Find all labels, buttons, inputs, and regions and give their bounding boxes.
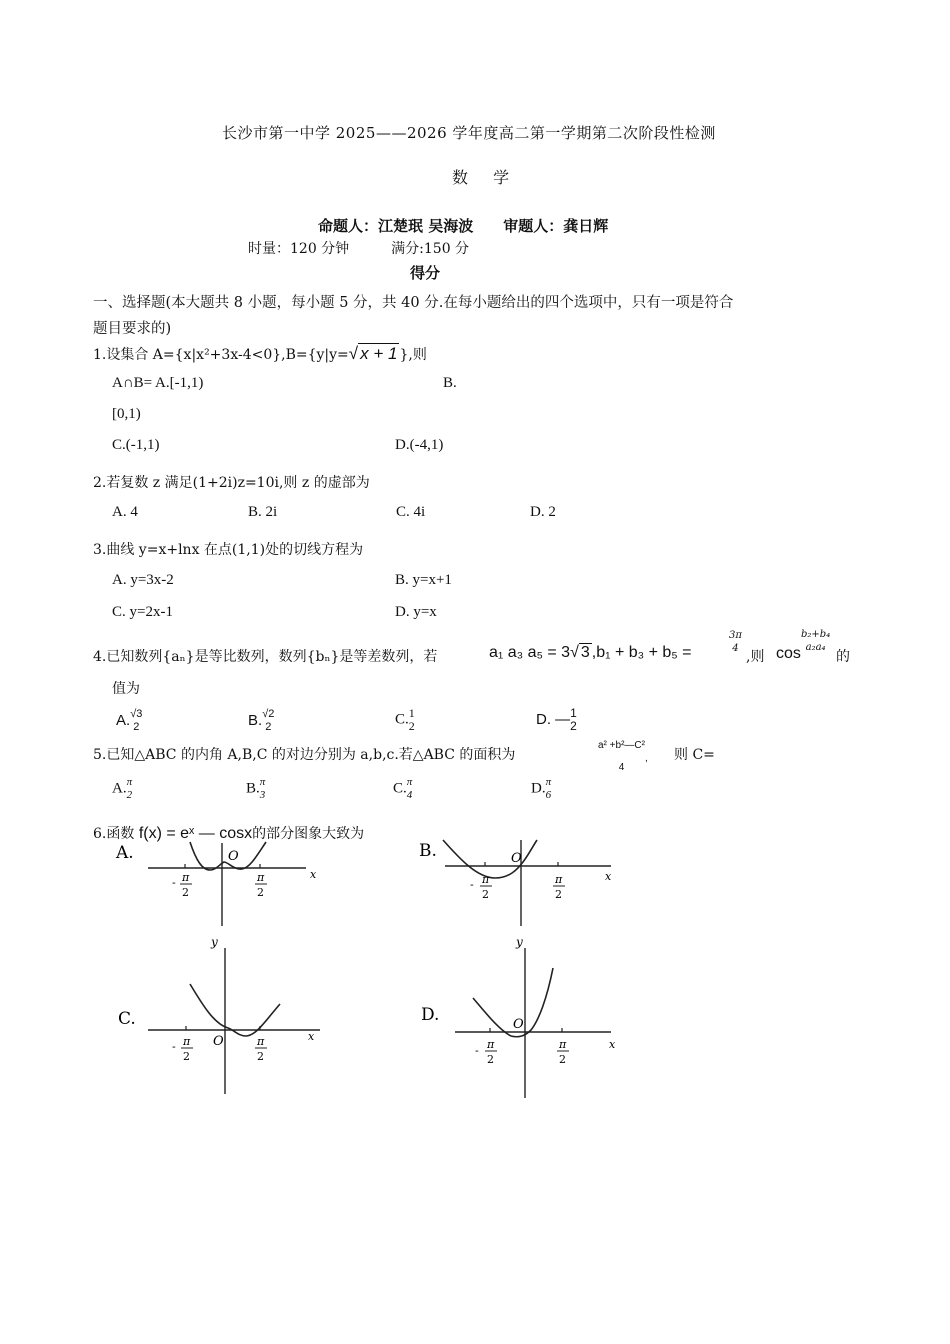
q4-line2: 值为 [112, 681, 140, 697]
q2-option-a: A. 4 [112, 504, 138, 520]
q4-option-a: A. √3 2 [116, 708, 143, 733]
q4-root3: √ 3 [570, 644, 590, 661]
graph-a-pos-den: 2 [257, 886, 264, 899]
graph-c [110, 932, 330, 1097]
graph-d-x-label: x [609, 1038, 616, 1051]
graph-c-origin: O [213, 1034, 224, 1049]
score-label: 得分 [410, 264, 441, 282]
graph-a-minus: - [172, 876, 176, 889]
q6-stem: 6.函数 f(x) = eˣ — cosx的部分图象大致为 [93, 825, 365, 842]
graph-d-minus: - [475, 1044, 479, 1057]
q5-stem-a: 5.已知△ABC 的内角 A,B,C 的对边分别为 a,b,c.若△ABC 的面积为 [93, 747, 516, 763]
graph-d-label: D. [421, 1005, 440, 1025]
graph-d [415, 932, 635, 1102]
q5-stem-b: 则 C= [674, 747, 715, 763]
q2-stem: 2.若复数 z 满足(1+2i)z=10i,则 z 的虚部为 [93, 475, 370, 491]
q2-option-c: C. 4i [396, 504, 426, 520]
q4-stem-a: 4.已知数列{aₙ}是等比数列，数列{bₙ}是等差数列，若 [93, 649, 438, 665]
graph-c-pos-num: π [257, 1035, 265, 1048]
q1-option-d: D.(-4,1) [395, 437, 444, 453]
q2-option-b: B. 2i [248, 504, 278, 520]
graph-b-pos-num: π [555, 873, 563, 886]
q4-fraction: 3π 4 [729, 630, 742, 654]
graph-b-neg-den: 2 [482, 888, 489, 901]
q1-stem [93, 344, 427, 364]
graph-c-x-label: x [308, 1030, 315, 1043]
subject-title: 数 学 [452, 168, 520, 187]
graph-b-neg-num: π [482, 873, 490, 886]
q1-stem-b: },则 [399, 347, 427, 363]
graph-a-neg-den: 2 [182, 886, 189, 899]
graph-c-curve [190, 984, 280, 1036]
q4-eq1: a₁ a₃ a₅ = 3 [489, 644, 571, 661]
section1-line2: 题目要求的) [93, 321, 172, 337]
graph-a-origin: O [228, 849, 239, 864]
q1-sqrt: √ x + 1 [348, 344, 398, 363]
q4-option-b: B. √2 2 [248, 708, 275, 733]
graph-c-neg-num: π [183, 1035, 191, 1048]
graph-d-pos-den: 2 [559, 1053, 566, 1066]
q1-option-c: C.(-1,1) [112, 437, 160, 453]
q5-fraction: a² +b²—C² 4 , [598, 740, 648, 773]
graph-c-y-label: y [211, 935, 218, 949]
graph-d-y-label: y [516, 935, 523, 949]
graph-d-pos-num: π [559, 1038, 567, 1051]
graph-c-neg-den: 2 [183, 1050, 190, 1063]
section1-line1: 一、选择题(本大题共 8 小题，每小题 5 分，共 40 分.在每小题给出的四个选项中，只有一项是符合 [93, 295, 734, 311]
graph-b-x-label: x [605, 870, 612, 883]
q4-eq2: ,b₁ + b₃ + b₅ = [591, 644, 692, 661]
graph-b-origin: O [511, 851, 522, 866]
q3-option-c: C. y=2x-1 [112, 604, 173, 620]
q4-option-c: C. 1 2 [395, 706, 415, 733]
graph-d-neg-den: 2 [487, 1053, 494, 1066]
q1-option-b-value: [0,1) [112, 406, 141, 422]
q5-option-a: A. π 2 [112, 776, 133, 801]
graph-b-pos-den: 2 [555, 888, 562, 901]
q3-stem: 3.曲线 y=x+lnx 在点(1,1)处的切线方程为 [93, 542, 364, 558]
graph-b-label: B. [419, 841, 437, 861]
time-score-line: 时量：120 分钟 满分:150 分 [248, 241, 470, 257]
q1-option-b: B. [443, 375, 457, 391]
graph-b-curve [443, 840, 537, 878]
exam-title: 长沙市第一中学 2025——2026 学年度高二第一学期第二次阶段性检测 [222, 124, 716, 142]
q3-option-d: D. y=x [395, 604, 437, 620]
graph-b [415, 838, 635, 928]
graph-a [110, 838, 330, 928]
q6-function: f(x) = eˣ — cosx [138, 825, 253, 842]
q4-option-d: D. — 1 2 [536, 706, 577, 733]
q1-stem-a: 1.设集合 A={x|x²+3x-4<0},B={y|y= [93, 347, 349, 363]
q5-option-c: C. π 4 [393, 776, 413, 801]
q1-radicand: x + 1 [360, 344, 398, 363]
q5-option-b: B. π 3 [246, 776, 266, 801]
graph-d-neg-num: π [487, 1038, 495, 1051]
q5-option-d: D. π 6 [531, 776, 552, 801]
q4-equation [489, 644, 692, 662]
graph-a-x-label: x [310, 868, 317, 881]
graph-a-label: A. [116, 843, 134, 863]
q4-cos: cos [776, 645, 801, 662]
graph-c-label: C. [118, 1009, 136, 1029]
q3-option-b: B. y=x+1 [395, 572, 452, 588]
graph-c-minus: - [172, 1040, 176, 1053]
graph-c-pos-den: 2 [257, 1050, 264, 1063]
graph-d-origin: O [513, 1017, 524, 1032]
q1-line2: A∩B= A.[-1,1) [112, 375, 204, 391]
q3-option-a: A. y=3x-2 [112, 572, 174, 588]
q4-stem-b: ,则 [746, 649, 765, 665]
q4-stem-c: 的 [836, 649, 850, 665]
graph-a-pos-num: π [257, 871, 265, 884]
q2-option-d: D. 2 [530, 504, 556, 520]
graph-b-minus: - [470, 878, 474, 891]
q4-cos-fraction: b₂+b₄ a₂a₄ [801, 629, 831, 653]
authors-line: 命题人：江楚珉 吴海波 审题人：龚日辉 [318, 217, 609, 235]
graph-a-neg-num: π [182, 871, 190, 884]
